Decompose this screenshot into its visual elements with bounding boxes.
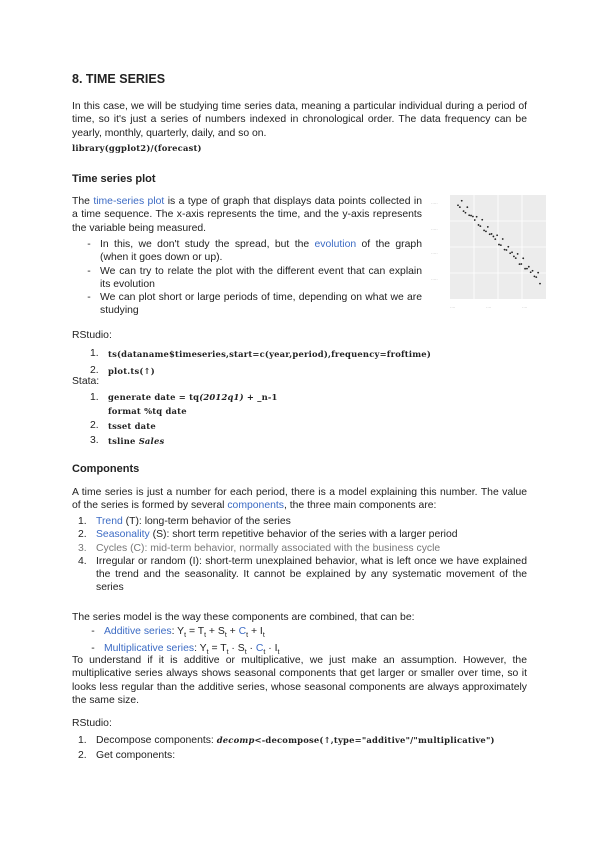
data-point [537, 272, 539, 274]
rstudio-label: RStudio: [72, 718, 112, 729]
y-tick-label: ····· [431, 251, 438, 256]
data-point [496, 234, 498, 236]
data-point [474, 219, 476, 221]
data-point [502, 238, 504, 240]
data-point [493, 236, 495, 238]
data-point [539, 283, 541, 285]
data-point [504, 249, 506, 251]
data-point [513, 256, 515, 258]
y-tick-label: ····· [431, 201, 438, 206]
data-point [457, 204, 459, 206]
list-item: - Additive series: $Y_t = T_t + S_t + C_t + I_t$ [91, 626, 265, 640]
y-tick-label: ····· [431, 227, 438, 232]
data-point [487, 226, 489, 228]
list-item: 1. ts(dataname$timeseries,start=c(year,period),frequency=froftime) [90, 348, 431, 359]
list-item: 1. generate date = tq(2012q1) + _n-1 [90, 391, 278, 403]
list-item: 2. plot.ts(↑) [90, 365, 155, 376]
components-link[interactable]: components [227, 500, 284, 512]
list-item: - In this, we don't study the spread, but the evolution of the graph (when it goes down or up). [87, 239, 422, 264]
rstudio-list [90, 345, 431, 379]
data-point [526, 268, 528, 270]
list-item: 1. Decompose components: decomp<-decompose(↑,type="additive"/"multiplicative") [78, 735, 495, 746]
rstudio2-list [78, 733, 538, 763]
list-item: 1. Trend (T): long-term behavior of the series [78, 516, 291, 527]
data-point [463, 210, 465, 212]
data-point [507, 246, 509, 248]
assumption-paragraph: To understand if it is additive or multiplicative, we just make an assumption. However, the multiplicative series always shows seasonal components that get larger or smaller over time, so it looks less regular than the additive series, whose seasonal components are always approximately the same size. [72, 655, 527, 706]
data-point [535, 276, 537, 278]
tsplot-link[interactable]: time-series plot [93, 196, 165, 207]
tsplot-bullets [78, 238, 422, 318]
data-point [470, 215, 472, 217]
x-tick-label: ···· [522, 305, 528, 310]
data-point [485, 230, 487, 232]
data-point [509, 252, 511, 254]
time-series-chart [428, 193, 550, 318]
data-point [461, 200, 463, 202]
list-item: format %tq date [108, 406, 187, 416]
data-point [481, 219, 483, 221]
components-heading: Components [72, 463, 140, 475]
data-point [498, 244, 500, 246]
data-point [515, 257, 517, 259]
list-item: - We can try to relate the plot with the different event that can explain its evolution [87, 265, 422, 290]
data-point [534, 275, 536, 277]
data-point [524, 268, 526, 270]
data-point [489, 233, 491, 235]
data-point [483, 230, 485, 232]
data-point [528, 266, 530, 268]
data-point [494, 238, 496, 240]
data-point [478, 224, 480, 226]
list-item: - Multiplicative series: $Y_t = T_t \cdot S_t \cdot C_t \cdot I_t$ [91, 643, 280, 657]
data-point [459, 206, 461, 208]
intro-paragraph: In this case, we will be studying time series data, meaning a particular individual during a period of time, so it's just a series of numbers indexed in chronological order. The data frequency can be yearly, monthly, quarterly, daily, and so on. [72, 101, 527, 139]
intro-code: library(ggplot2)/(forecast) [72, 143, 202, 153]
rstudio-label: RStudio: [72, 330, 112, 341]
data-point [479, 225, 481, 227]
data-point [472, 216, 474, 218]
data-point [466, 206, 468, 208]
tsplot-paragraph: The time-series plot is a type of graph that displays data points collected in a time sequence. The x-axis represents the time, and the y-axis represents the variable being measured. [72, 196, 422, 234]
data-point [517, 253, 519, 255]
model-intro: The series model is the way these components are combined, that can be: [72, 612, 415, 623]
stata-list [90, 390, 278, 448]
data-point [511, 251, 513, 253]
list-item: 4. Irregular or random (I): short-term unexplained behavior, what is left once we have explained the trend and the seasonality. It cannot be explained by any systematic movement of the series [78, 555, 527, 594]
data-point [520, 263, 522, 265]
y-tick-label: ····· [431, 277, 438, 282]
list-item: 2. Seasonality (S): short term repetitive behavior of the series with a larger period [78, 529, 458, 541]
section-title: 8. TIME SERIES [72, 72, 166, 86]
stata-label: Stata: [72, 376, 100, 387]
list-item: 2. Get components: [78, 750, 176, 761]
data-point [506, 249, 508, 251]
data-point [522, 257, 524, 259]
list-item: 3. Cycles (C): mid-term behavior, normally associated with the business cycle [78, 542, 441, 554]
data-point [530, 271, 532, 273]
components-list [78, 515, 527, 595]
data-point [500, 244, 502, 246]
x-tick-label: ···· [486, 305, 492, 310]
list-item: 3. tsline Sales [90, 435, 165, 446]
tsplot-heading: Time series plot [72, 173, 156, 185]
components-paragraph: A time series is just a number for each period, there is a model explaining this number. The value of the series is formed by several components, the three main components are: [72, 487, 527, 512]
list-item: 2. tsset date [90, 420, 156, 431]
data-point [519, 263, 521, 265]
x-tick-label: ···· [450, 305, 456, 310]
data-point [465, 212, 467, 214]
data-point [476, 216, 478, 218]
list-item: - We can plot short or large periods of time, depending on what we are studying [87, 292, 422, 317]
data-point [468, 214, 470, 216]
data-point [532, 270, 534, 272]
data-point [491, 233, 493, 235]
